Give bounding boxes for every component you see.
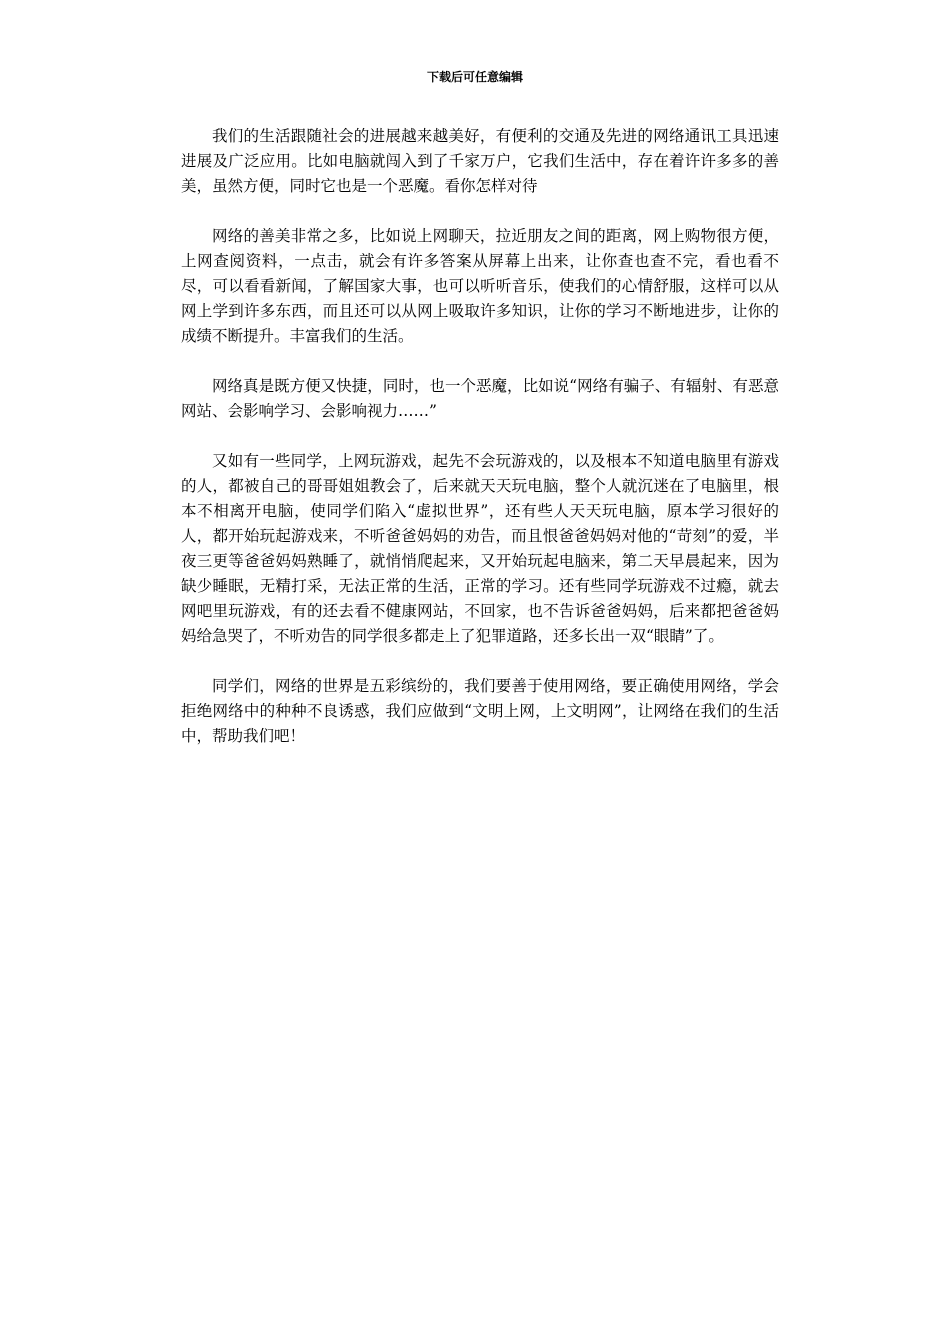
- paragraph-4: 又如有一些同学，上网玩游戏，起先不会玩游戏的，以及根本不知道电脑里有游戏的人，都被自己的哥哥姐姐教会了，后来就天天玩电脑，整个人就沉迷在了电脑里，根本不相离开电脑，使同学们陷入“虚拟世界”，还有些人天天玩电脑，原本学习很好的人，都开始玩起游戏来，不听爸爸妈妈的劝告，而且恨爸爸妈妈对他的“苛刻”的爱，半夜三更等爸爸妈妈熟睡了，就悄悄爬起来，又开始玩起电脑来，第二天早晨起来，因为缺少睡眠，无精打采，无法正常的生活，正常的学习。还有些同学玩游戏不过瘾，就去网吧里玩游戏，有的还去看不健康网站，不回家，也不告诉爸爸妈妈，后来都把爸爸妈妈给急哭了，不听劝告的同学很多都走上了犯罪道路，还多长出一双“眼睛”了。: [181, 452, 779, 645]
- paragraph-1: 我们的生活跟随社会的进展越来越美好，有便利的交通及先进的网络通讯工具迅速进展及广泛应用。比如电脑就闯入到了千家万户，它我们生活中，存在着许许多多的善美，虽然方便，同时它也是一个恶魔。看你怎样对待: [181, 127, 779, 195]
- document-body: [181, 124, 779, 774]
- paragraph-5: 同学们，网络的世界是五彩缤纷的，我们要善于使用网络，要正确使用网络，学会拒绝网络中的种种不良诱惑，我们应做到“文明上网，上文明网”，让网络在我们的生活中，帮助我们吧！: [181, 677, 779, 745]
- page-header: 下载后可任意编辑: [426, 70, 523, 84]
- paragraph-2: 网络的善美非常之多，比如说上网聊天，拉近朋友之间的距离，网上购物很方便，上网查阅资料，一点击，就会有许多答案从屏幕上出来，让你查也查不完，看也看不尽，可以看看新闻，了解国家大事，也可以听听音乐，使我们的心情舒服，这样可以从网上学到许多东西，而且还可以从网上吸取许多知识，让你的学习不断地进步，让你的成绩不断提升。丰富我们的生活。: [181, 227, 779, 345]
- paragraph-3: 网络真是既方便又快捷，同时，也一个恶魔，比如说“网络有骗子、有辐射、有恶意网站、会影响学习、会影响视力……”: [181, 377, 779, 420]
